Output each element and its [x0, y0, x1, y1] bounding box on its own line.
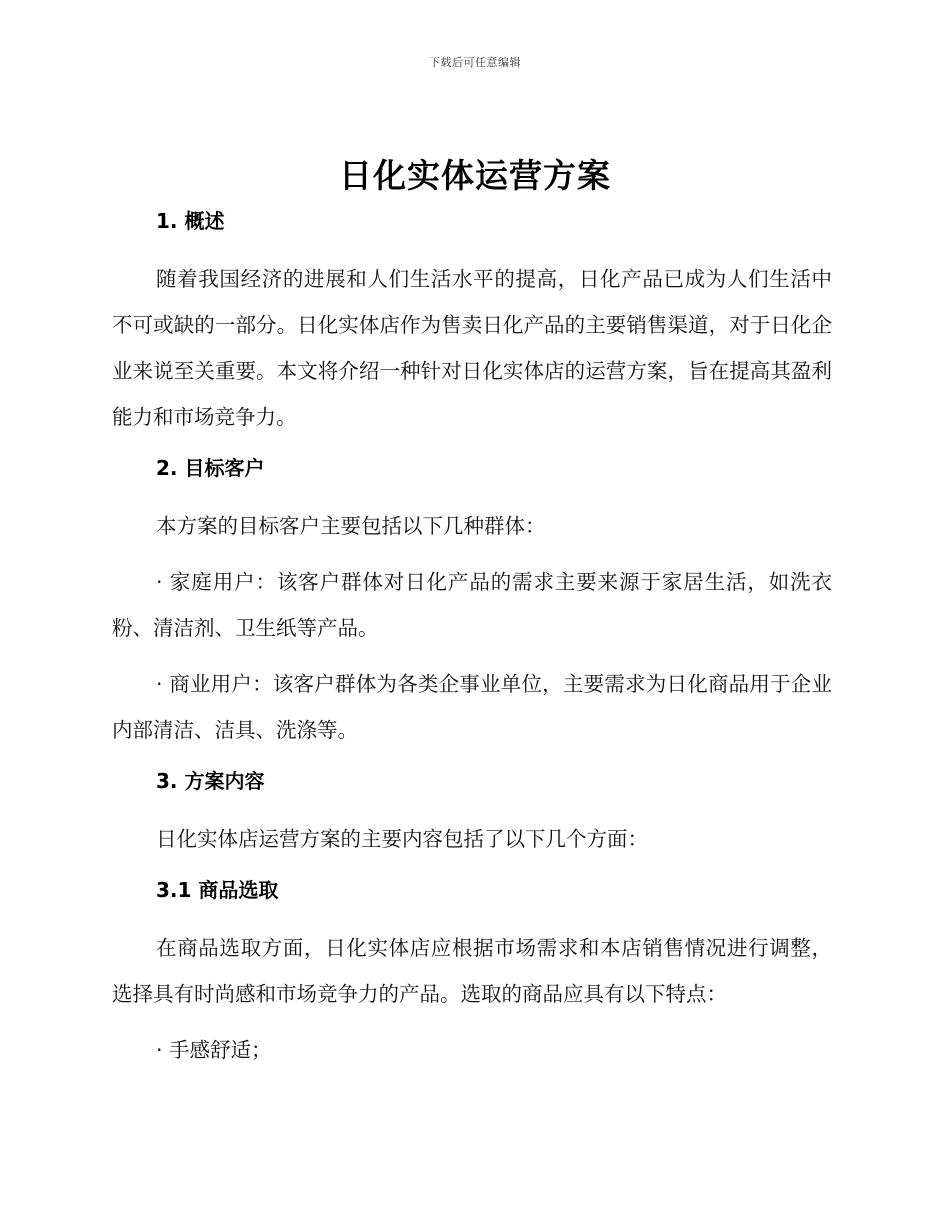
overview-paragraph: 随着我国经济的进展和人们生活水平的提高，日化产品已成为人们生活中不可或缺的一部分。日化实体店作为售卖日化产品的主要销售渠道，对于日化企业来说至关重要。本文将介绍一种针对日化实体店的运营方案，旨在提高其盈利能力和市场竞争力。: [112, 267, 832, 429]
bullet-household-users: · 家庭用户：该客户群体对日化产品的需求主要来源于家居生活，如洗衣粉、清洁剂、卫生纸等产品。: [112, 570, 832, 640]
bullet-commercial-users: · 商业用户：该客户群体为各类企事业单位，主要需求为日化商品用于企业内部清洁、洁具、洗涤等。: [112, 672, 832, 742]
bullet-comfortable-feel: · 手感舒适；: [156, 1038, 272, 1062]
product-selection-paragraph: 在商品选取方面，日化实体店应根据市场需求和本店销售情况进行调整，选择具有时尚感和市场竞争力的产品。选取的商品应具有以下特点：: [112, 936, 832, 1006]
plan-content-intro: 日化实体店运营方案的主要内容包括了以下几个方面：: [156, 827, 648, 851]
document-body: [112, 203, 832, 1073]
document-title: 日化实体运营方案: [339, 156, 611, 195]
section-heading-target-customers: 2. 目标客户: [156, 456, 265, 480]
subsection-heading-product-selection: 3.1 商品选取: [156, 878, 279, 902]
section-heading-plan-content: 3. 方案内容: [156, 769, 265, 793]
section-heading-overview: 1. 概述: [156, 209, 225, 233]
target-customers-intro: 本方案的目标客户主要包括以下几种群体：: [156, 514, 546, 538]
header-note: 下载后可任意编辑: [429, 56, 521, 69]
